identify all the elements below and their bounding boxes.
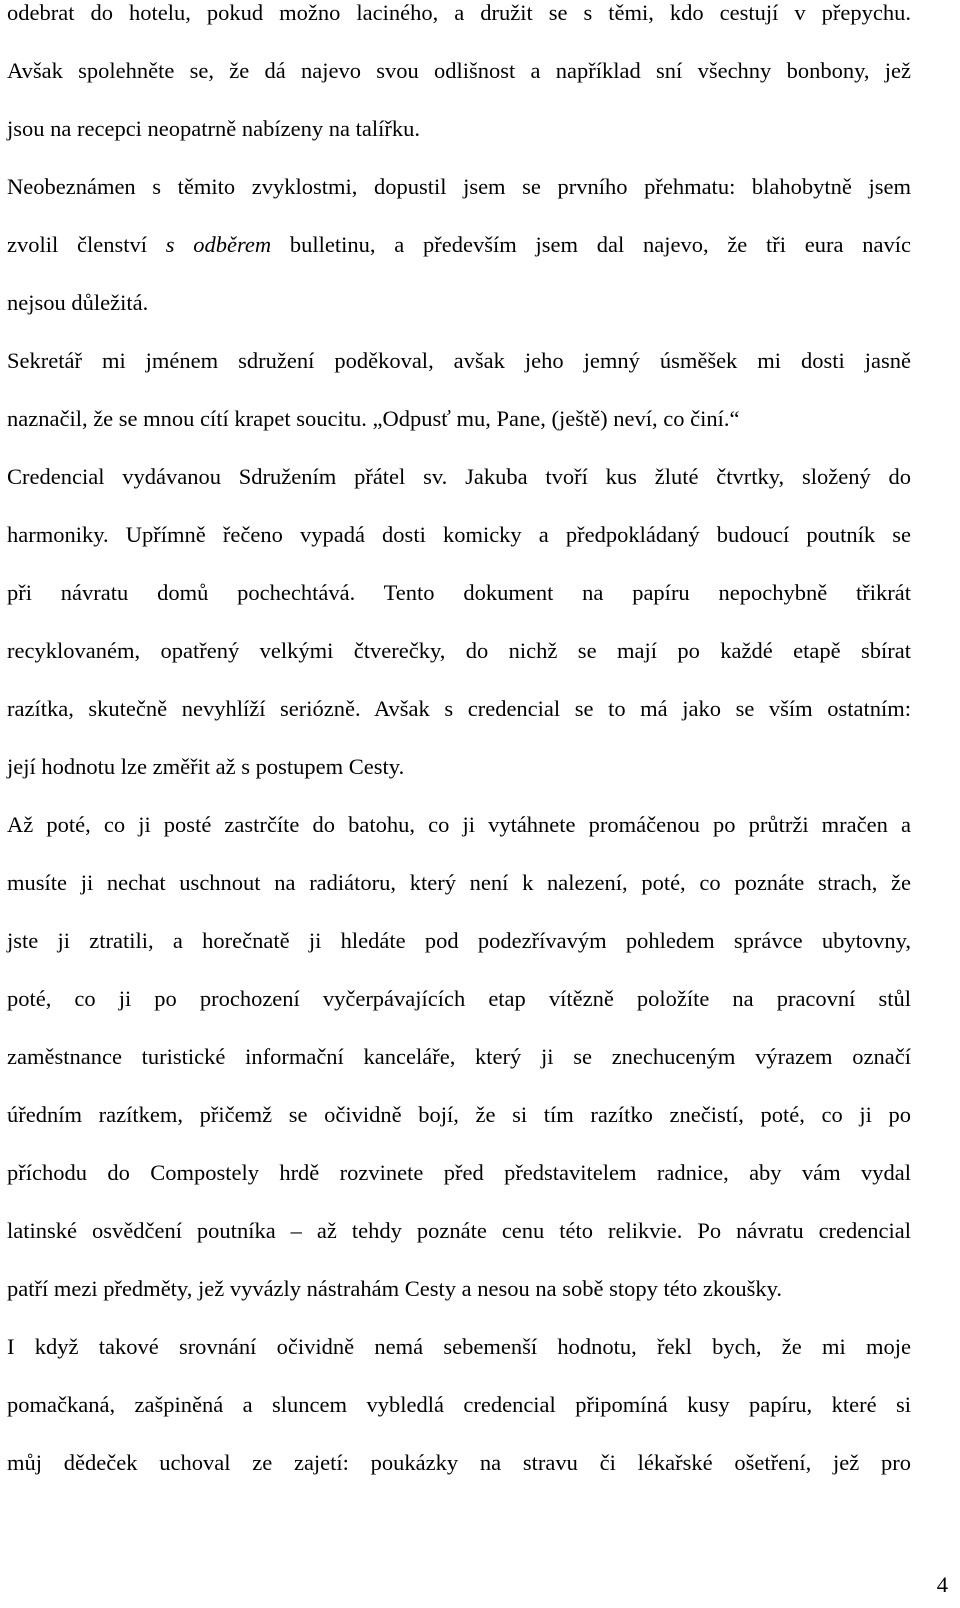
text-line: úředním razítkem, přičemž se očividně bojí, že si tím razítko znečistí, poté, co ji po <box>7 1102 911 1127</box>
text-line: při návratu domů pochechtává. Tento dokument na papíru nepochybně třikrát <box>7 580 911 605</box>
text-line: poté, co ji po prochození vyčerpávajících etap vítězně položíte na pracovní stůl <box>7 986 911 1011</box>
text-line: můj dědeček uchoval ze zajetí: poukázky na stravu či lékařské ošetření, jež pro <box>7 1450 911 1475</box>
page-number: 4 <box>936 1572 948 1597</box>
text-span: bulletinu, a především jsem dal najevo, že tři eura navíc <box>271 232 911 257</box>
text-line: Avšak spolehněte se, že dá najevo svou odlišnost a například sní všechny bonbony, jež <box>7 58 911 83</box>
text-line: razítka, skutečně nevyhlíží seriózně. Avšak s credencial se to má jako se vším ostatním: <box>7 696 911 721</box>
text-line: jste ji ztratili, a horečnatě ji hledáte pod podezřívavým pohledem správce ubytovny, <box>7 928 911 953</box>
text-line: harmoniky. Upřímně řečeno vypadá dosti komicky a předpokládaný budoucí poutník se <box>7 522 911 547</box>
text-line: Neobeznámen s těmito zvyklostmi, dopustil jsem se prvního přehmatu: blahobytně jsem <box>7 174 911 199</box>
text-line: latinské osvědčení poutníka – až tehdy poznáte cenu této relikvie. Po návratu credencial <box>7 1218 911 1243</box>
text-line: naznačil, že se mnou cítí krapet soucitu. „Odpusť mu, Pane, (ještě) neví, co činí.“ <box>7 406 740 431</box>
text-line: zaměstnance turistické informační kanceláře, který ji se znechuceným výrazem označí <box>7 1044 911 1069</box>
text-line: musíte ji nechat uschnout na radiátoru, který není k nalezení, poté, co poznáte strach, že <box>7 870 911 895</box>
text-line: nejsou důležitá. <box>7 290 149 315</box>
italic-text: s odběrem <box>165 232 272 257</box>
text-line: patří mezi předměty, jež vyvázly nástrahám Cesty a nesou na sobě stopy této zkoušky. <box>7 1276 782 1301</box>
text-line <box>7 232 911 258</box>
text-line: odebrat do hotelu, pokud možno laciného, a družit se s těmi, kdo cestují v přepychu. <box>7 0 911 25</box>
text-line: I když takové srovnání očividně nemá sebemenší hodnotu, řekl bych, že mi moje <box>7 1334 911 1359</box>
text-line: jsou na recepci neopatrně nabízeny na talířku. <box>7 116 420 141</box>
text-line: Až poté, co ji posté zastrčíte do batohu, co ji vytáhnete promáčenou po průtrži mračen a <box>7 812 911 837</box>
text-span: zvolil členství <box>7 232 166 257</box>
text-line: její hodnotu lze změřit až s postupem Cesty. <box>7 754 405 779</box>
text-line: Sekretář mi jménem sdružení poděkoval, avšak jeho jemný úsměšek mi dosti jasně <box>7 348 911 373</box>
text-line: recyklovaném, opatřený velkými čtverečky, do nichž se mají po každé etapě sbírat <box>7 638 911 663</box>
text-line: Credencial vydávanou Sdružením přátel sv. Jakuba tvoří kus žluté čtvrtky, složený do <box>7 464 911 489</box>
text-line: pomačkaná, zašpiněná a sluncem vybledlá credencial připomíná kusy papíru, které si <box>7 1392 911 1417</box>
text-line: příchodu do Compostely hrdě rozvinete před představitelem radnice, aby vám vydal <box>7 1160 911 1185</box>
